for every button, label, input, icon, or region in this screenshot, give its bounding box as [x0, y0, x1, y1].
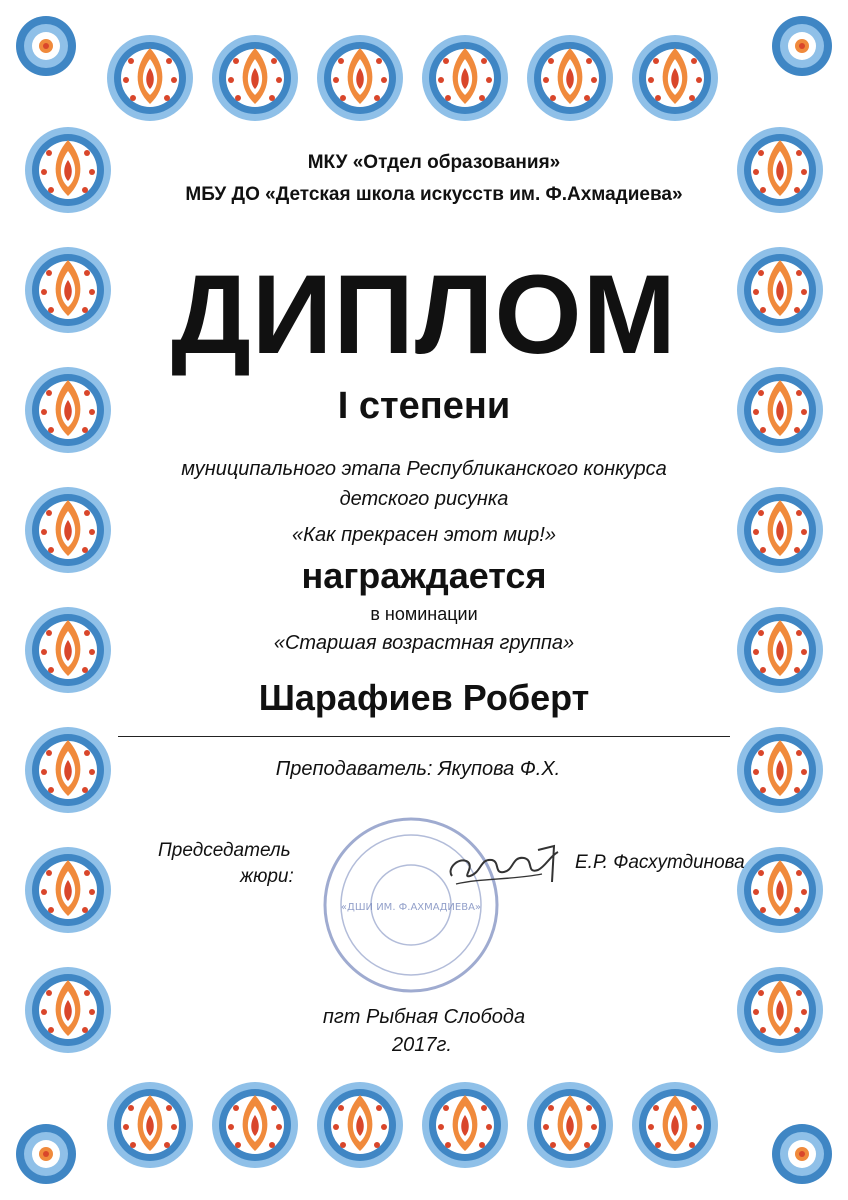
recipient-name: Шарафиев Роберт — [258, 677, 590, 718]
org-line-2: МБУ ДО «Детская школа искусств им. Ф.Ахмадиева» — [185, 184, 683, 205]
nomination-intro: в номинации — [370, 604, 478, 624]
degree-label: I степени — [337, 385, 511, 427]
jury-label-line-1: Председатель — [158, 840, 291, 861]
contest-line-2: детского рисунка — [339, 488, 509, 510]
jury-label-line-2: жюри: — [240, 866, 294, 887]
signature — [442, 838, 572, 898]
diploma-title: ДИПЛОМ — [171, 252, 677, 377]
place: пгт Рыбная Слобода — [322, 1006, 526, 1028]
contest-line-1: муниципального этапа Республиканского конкурса — [181, 458, 667, 480]
seal-center-text: «ДШИ ИМ. Ф.АХМАДИЕВА» — [340, 902, 482, 913]
teacher-line: Преподаватель: Якупова Ф.Х. — [275, 758, 561, 780]
year: 2017г. — [392, 1034, 452, 1056]
nomination-name: «Старшая возрастная группа» — [273, 632, 575, 654]
divider-line — [118, 736, 730, 737]
contest-line-3: «Как прекрасен этот мир!» — [292, 524, 556, 546]
jury-chair-name: Е.Р. Фасхутдинова — [575, 852, 745, 873]
org-line-1: МКУ «Отдел образования» — [307, 152, 561, 173]
award-label: награждается — [301, 555, 547, 596]
